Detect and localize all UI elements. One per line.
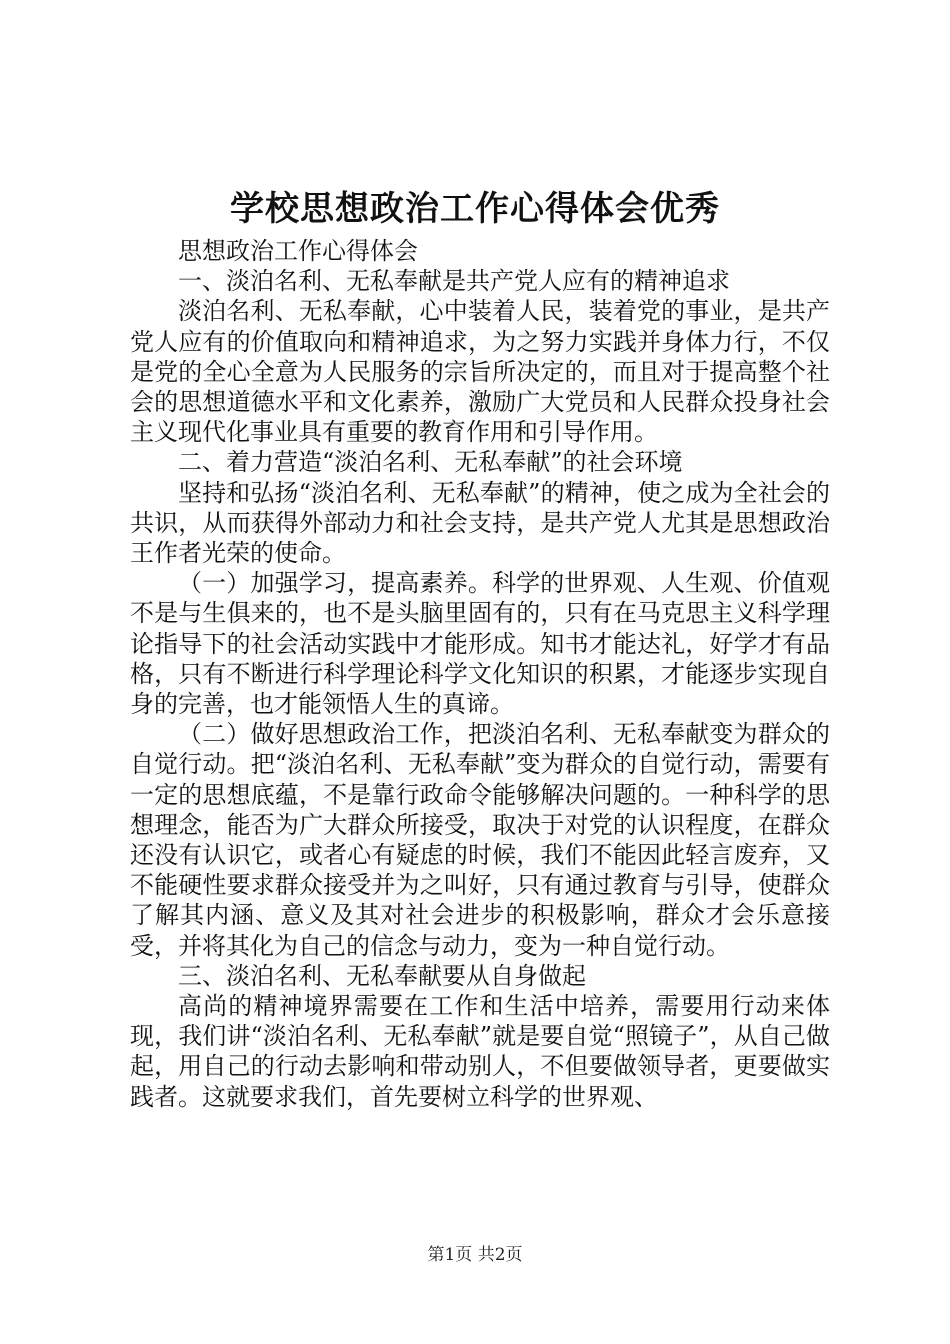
paragraph: （一）加强学习，提高素养。科学的世界观、人生观、价值观不是与生俱来的，也不是头脑里固有的，只有在马克思主义科学理论指导下的社会活动实践中才能形成。知书才能达礼，好学才有品格，只有不断进行科学理论科学文化知识的积累，才能逐步实现自身的完善，也才能领悟人生的真谛。 [130,569,830,719]
section-heading: 三、淡泊名利、无私奉献要从自身做起 [178,961,586,990]
paragraph: 思想政治工作心得体会 [178,237,418,265]
paragraph: 高尚的精神境界需要在工作和生活中培养，需要用行动来体现，我们讲“淡泊名利、无私奉献”就是要自觉“照镜子”，从自己做起，用自己的行动去影响和带动别人，不但要做领导者，更要做实践者。这就要求我们，首先要树立科学的世界观、 [130,992,830,1111]
paragraph: 淡泊名利、无私奉献，心中装着人民，装着党的事业，是共产党人应有的价值取向和精神追求，为之努力实践并身体力行，不仅是党的全心全意为人民服务的宗旨所决定的，而且对于提高整个社会的思想道德水平和文化素养，激励广大党员和人民群众投身社会主义现代化事业具有重要的教育作用和引导作用。 [130,297,830,447]
document-title: 学校思想政治工作心得体会优秀 [230,189,720,229]
paragraph: 坚持和弘扬“淡泊名利、无私奉献”的精神，使之成为全社会的共识，从而获得外部动力和社会支持，是共产党人尤其是思想政治王作者光荣的使命。 [130,478,830,568]
document-body [130,236,830,1112]
section-heading: 二、着力营造“淡泊名利、无私奉献”的社会环境 [178,448,683,477]
paragraph: （二）做好思想政治工作，把淡泊名利、无私奉献变为群众的自觉行动。把“淡泊名利、无私奉献”变为群众的自觉行动，需要有一定的思想底蕴，不是靠行政命令能够解决问题的。一种科学的思想理念，能否为广大群众所接受，取决于对党的认识程度，在群众还没有认识它，或者心有疑虑的时候，我们不能因此轻言废弃，又不能硬性要求群众接受并为之叫好，只有通过教育与引导，使群众了解其内涵、意义及其对社会进步的积极影响，群众才会乐意接受，并将其化为自己的信念与动力，变为一种自觉行动。 [130,720,830,960]
page-number-footer: 第1页 共2页 [427,1245,523,1265]
section-heading: 一、淡泊名利、无私奉献是共产党人应有的精神追求 [178,267,730,296]
